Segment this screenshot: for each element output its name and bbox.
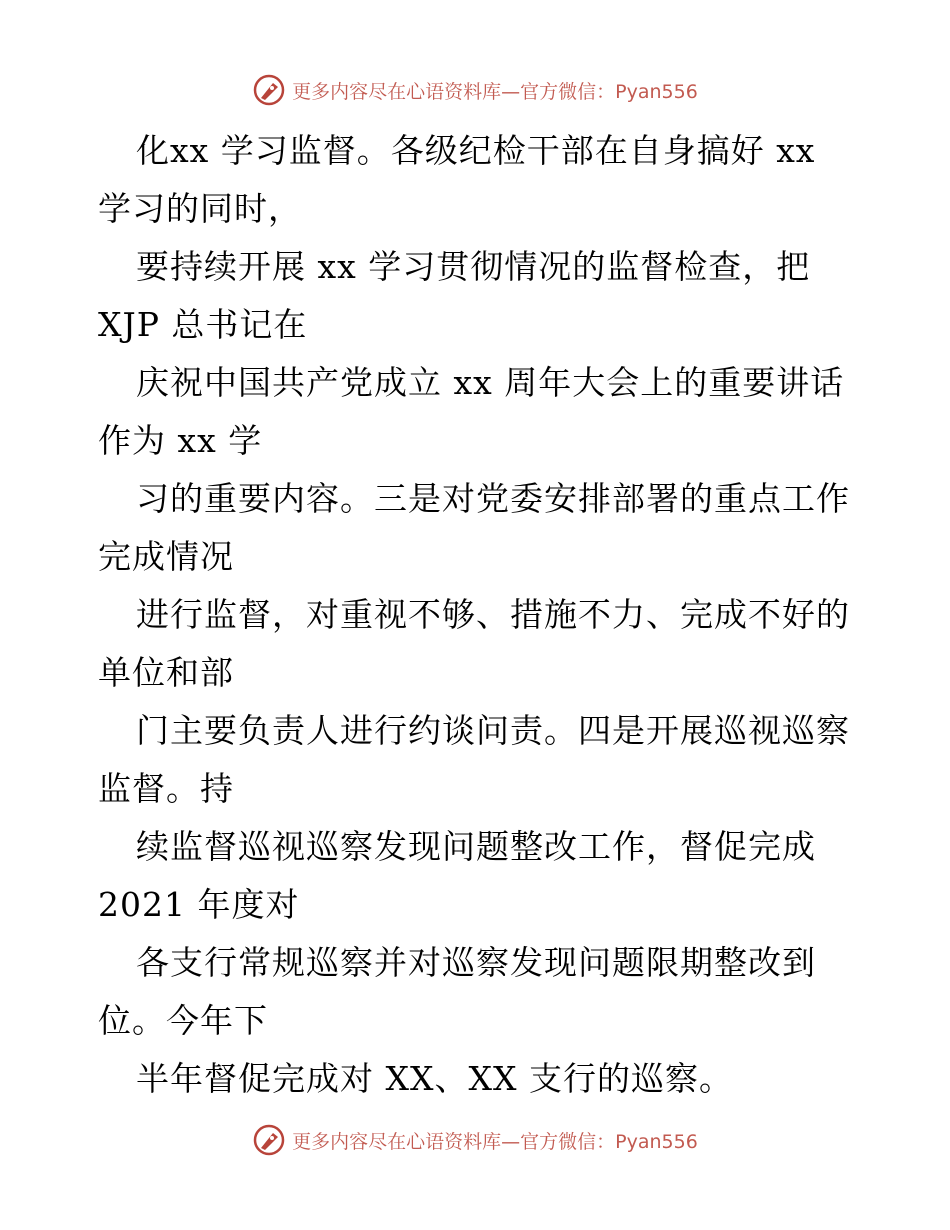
text-line: XJP 总书记在 (98, 305, 308, 344)
header-watermark (0, 70, 950, 110)
watermark-text: 更多内容尽在心语资料库—官方微信：Pyan556 (292, 1130, 698, 1153)
text-line: 作为 xx 学 (98, 421, 263, 460)
text-line: 完成情况 (98, 537, 234, 576)
text-line: 单位和部 (98, 653, 234, 692)
text-line: 庆祝中国共产党成立 xx 周年大会上的重要讲话 (136, 363, 845, 402)
text-line: 监督。持 (98, 769, 234, 808)
text-line: 位。今年下 (98, 1001, 268, 1040)
text-line: 习的重要内容。三是对党委安排部署的重点工作 (136, 479, 850, 518)
text-line: 化xx 学习监督。各级纪检干部在自身搞好 xx (136, 131, 816, 170)
text-line: 要持续开展 xx 学习贯彻情况的监督检查，把 (136, 247, 811, 286)
footer-watermark (0, 1120, 950, 1160)
text-line: 进行监督，对重视不够、措施不力、完成不好的 (136, 595, 850, 634)
text-line: 学习的同时， (98, 189, 302, 228)
watermark-text: 更多内容尽在心语资料库—官方微信：Pyan556 (292, 80, 698, 103)
text-line: 各支行常规巡察并对巡察发现问题限期整改到 (136, 943, 816, 982)
text-line: 门主要负责人进行约谈问责。四是开展巡视巡察 (136, 711, 850, 750)
text-line: 半年督促完成对 XX、XX 支行的巡察。 (136, 1059, 733, 1098)
text-line: 续监督巡视巡察发现问题整改工作，督促完成 (136, 827, 816, 866)
pen-nib-circle-icon (252, 73, 286, 107)
document-body (98, 122, 858, 1108)
pen-nib-circle-icon (252, 1123, 286, 1157)
text-line: 2021 年度对 (98, 885, 300, 924)
